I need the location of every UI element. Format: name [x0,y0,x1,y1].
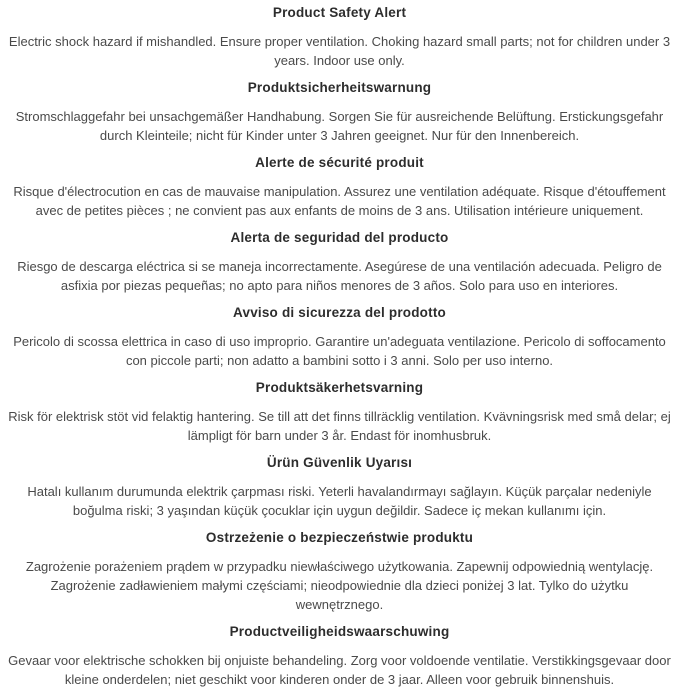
section-body-turkish: Hatalı kullanım durumunda elektrik çarpması riski. Yeterli havalandırmayı sağlayın. Küçük parçalar nedeniyle boğulma riski; 3 yaşından küçük çocuklar için uygun değildir. Sadece iç mekan kullanımı için. [27,484,652,518]
section-heading-italian: Avviso di sicurezza del prodotto [233,305,446,320]
safety-section-swedish [6,380,673,445]
section-heading-spanish: Alerta de seguridad del producto [230,230,449,245]
section-heading-polish: Ostrzeżenie o bezpieczeństwie produktu [205,530,474,545]
section-heading-turkish: Ürün Güvenlik Uyarısı [266,455,413,470]
section-body-german: Stromschlaggefahr bei unsachgemäßer Handhabung. Sorgen Sie für ausreichende Belüftung. Erstickungsgefahr durch Kleinteile; nicht für Kinder unter 3 Jahren geeignet. Nur für den Innenbereich. [15,109,664,143]
safety-section-spanish [6,230,673,295]
section-heading-dutch: Productveiligheidswaarschuwing [229,624,450,639]
section-heading-english: Product Safety Alert [272,5,407,20]
safety-section-english [6,5,673,70]
safety-section-italian [6,305,673,370]
section-body-dutch: Gevaar voor elektrische schokken bij onjuiste behandeling. Zorg voor voldoende ventilatie. Verstikkingsgevaar door kleine onderdelen; niet geschikt voor kinderen onder de 3 jaar. Alleen voor gebruik binnenshuis. [8,653,671,687]
section-heading-german: Produktsicherheitswarnung [247,80,432,95]
safety-section-german [6,80,673,145]
section-heading-french: Alerte de sécurité produit [255,155,424,170]
product-safety-alerts [6,5,673,689]
safety-section-turkish [6,455,673,520]
section-body-french: Risque d'électrocution en cas de mauvaise manipulation. Assurez une ventilation adéquate. Risque d'étouffement avec de petites pièces ; ne convient pas aux enfants de moins de 3 ans. Utilisation intérieure uniquement. [13,184,666,218]
section-body-italian: Pericolo di scossa elettrica in caso di uso improprio. Garantire un'adeguata ventilazione. Pericolo di soffocamento con piccole parti; non adatto a bambini sotto i 3 anni. Solo per uso interno. [13,334,666,368]
safety-section-polish [6,530,673,614]
section-body-swedish: Risk för elektrisk stöt vid felaktig hantering. Se till att det finns tillräcklig ventilation. Kvävningsrisk med små delar; ej lämpligt för barn under 3 år. Endast för inomhusbruk. [8,409,671,443]
safety-section-french [6,155,673,220]
section-body-english: Electric shock hazard if mishandled. Ensure proper ventilation. Choking hazard small parts; not for children under 3 years. Indoor use only. [8,34,671,68]
section-body-polish: Zagrożenie porażeniem prądem w przypadku niewłaściwego użytkowania. Zapewnij odpowiednią wentylację. Zagrożenie zadławieniem małymi częściami; nieodpowiednie dla dzieci poniżej 3 lat. Tylko do użytku wewnętrznego. [25,559,654,612]
safety-section-dutch [6,624,673,689]
section-heading-swedish: Produktsäkerhetsvarning [255,380,424,395]
section-body-spanish: Riesgo de descarga eléctrica si se maneja incorrectamente. Asegúrese de una ventilación adecuada. Peligro de asfixia por piezas pequeñas; no apto para niños menores de 3 años. Solo para uso en interiores. [17,259,662,293]
